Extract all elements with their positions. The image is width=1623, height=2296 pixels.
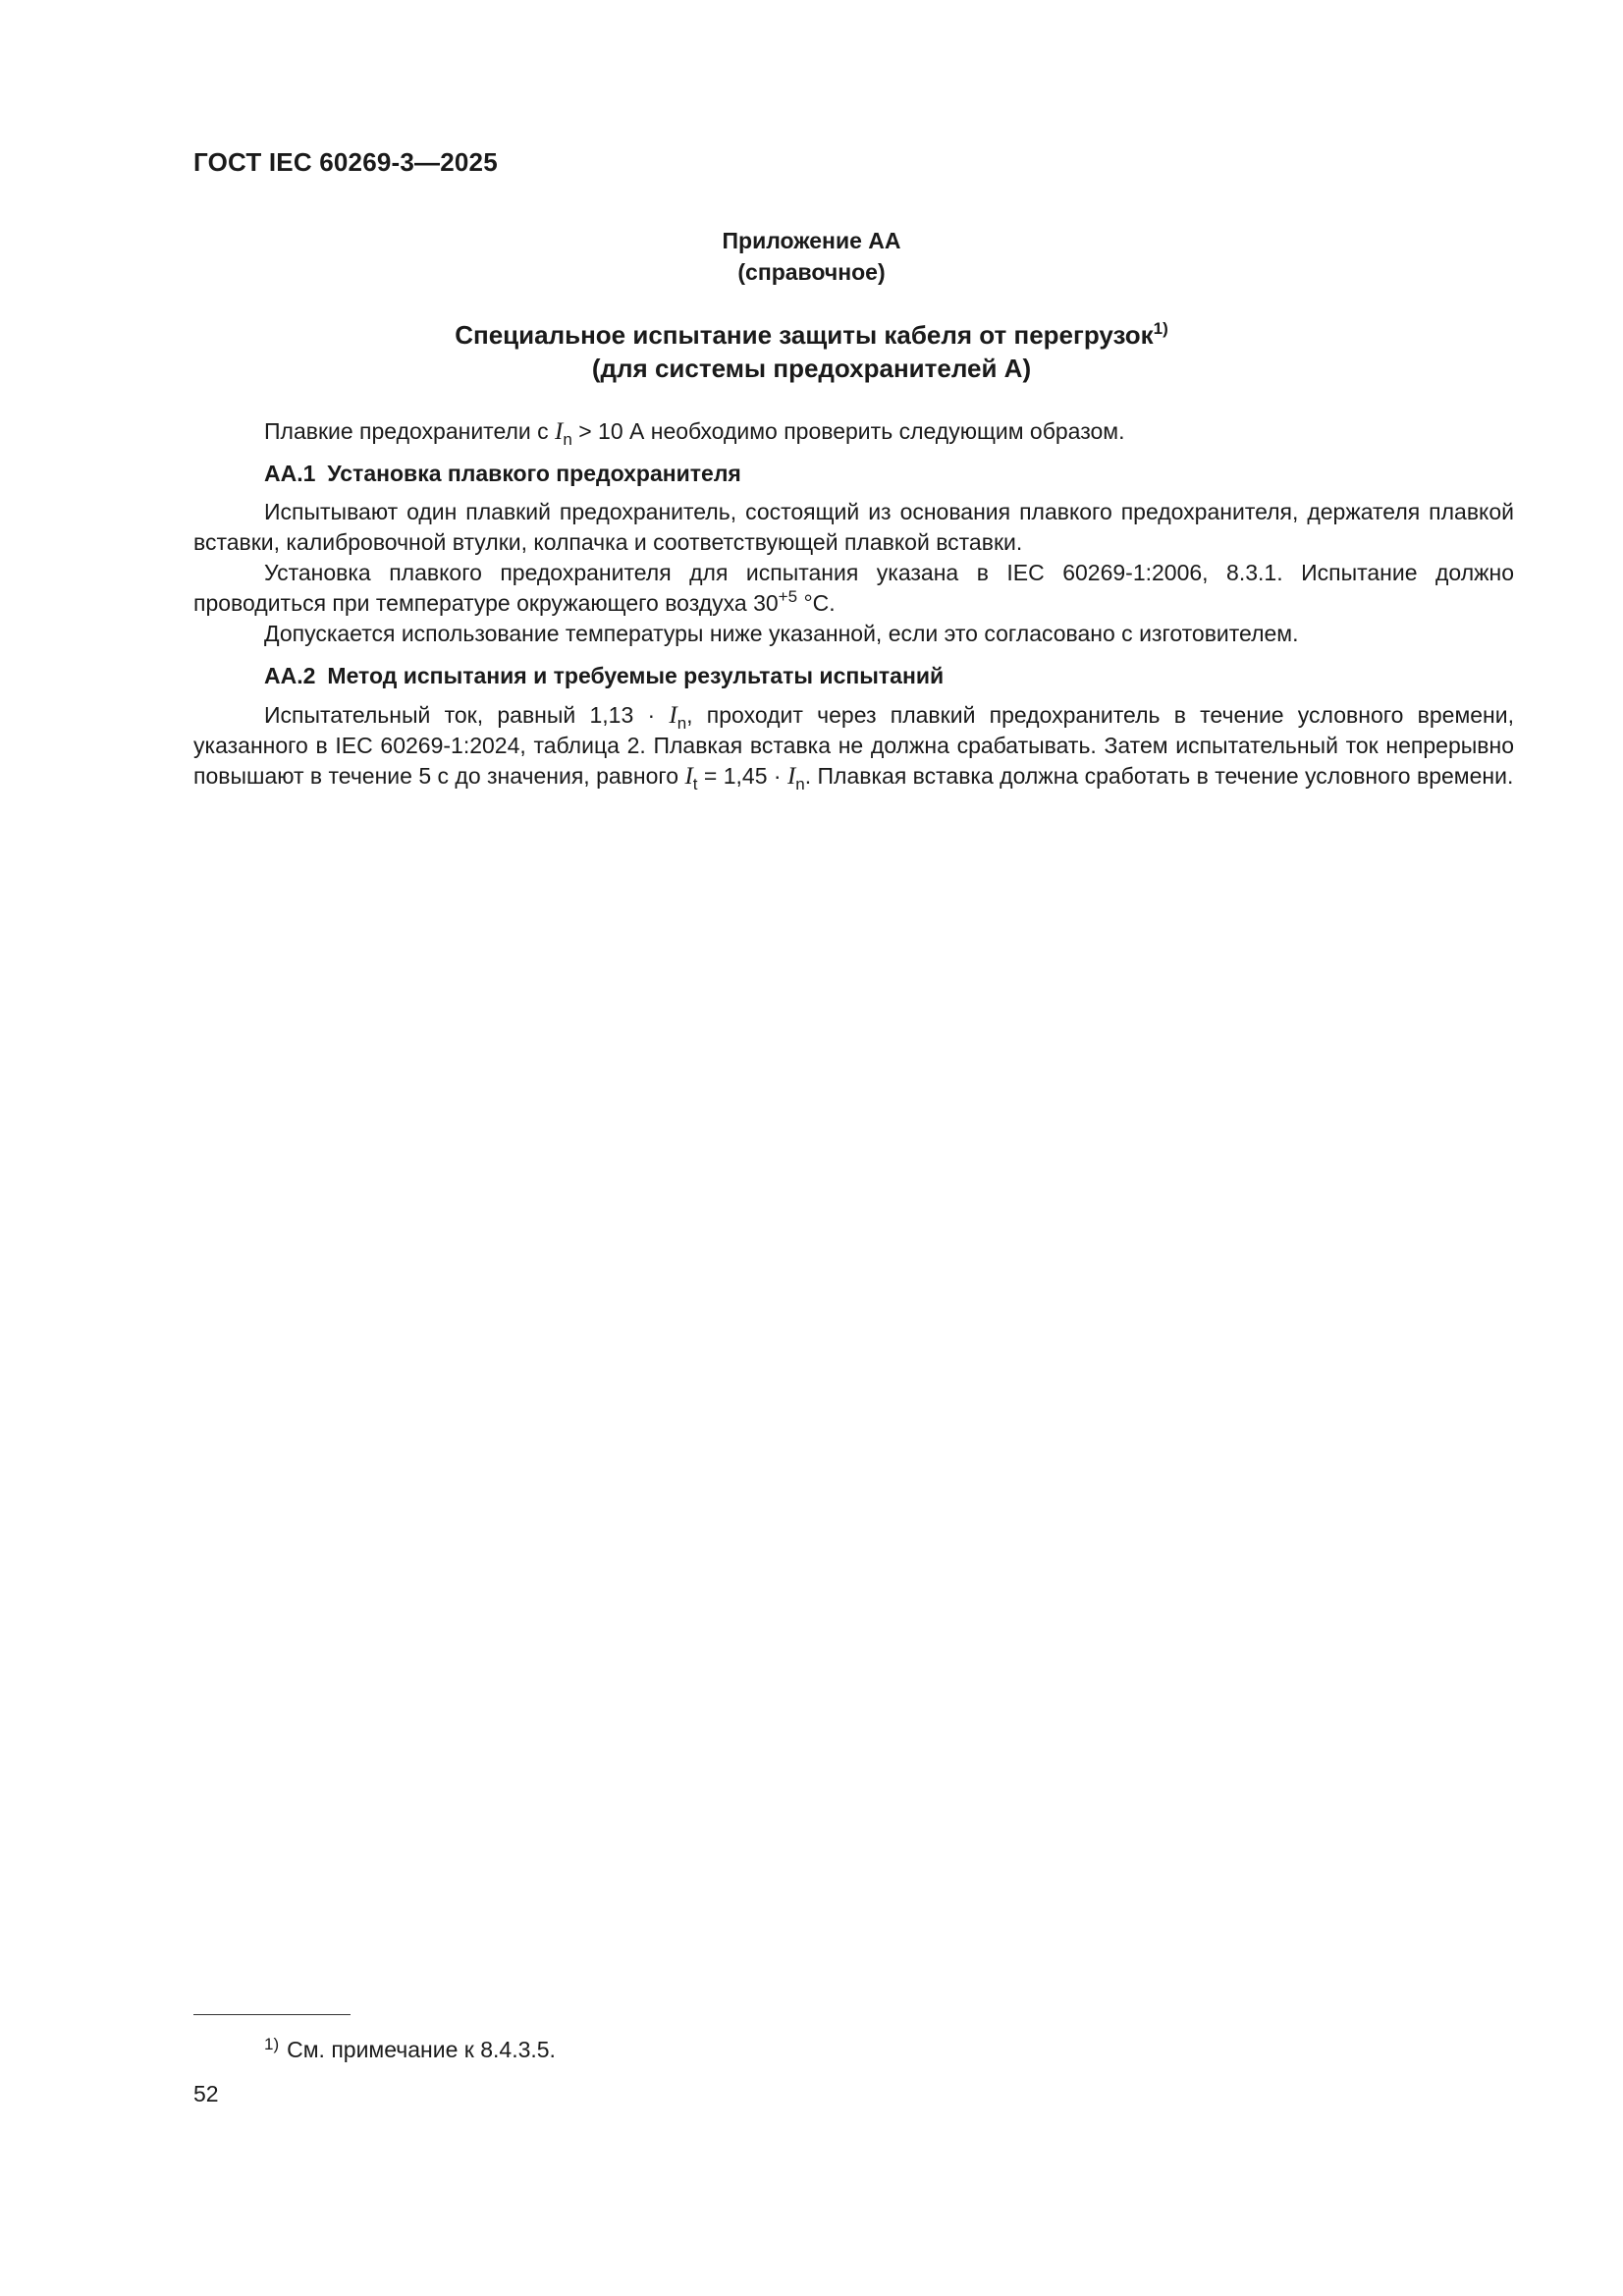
annex-status: (справочное) [737, 259, 886, 285]
symbol-I: I [555, 418, 564, 445]
footnote-divider [193, 2014, 351, 2015]
section-heading-aa1 [264, 461, 741, 487]
symbol-I: I [669, 702, 677, 729]
symbol-I: I [786, 763, 796, 790]
paragraph-aa2-1: Испытательный ток, равный $1,13 \cdot I_n$, проходит через плавкий предохранитель в течение условного времени, указанного в IEC 60269-1:2024, таблица 2. Плавкая вставка не должна срабатывать. Затем испытательный ток непрерывно повышают в течение 5 с до значения, равного $I_t = 1,45 \cdot I_n$. Плавкая вставка должна сработать в течение условного времени. [193, 702, 1514, 793]
annex-title-footnote-mark: 1) [1153, 319, 1168, 338]
paragraph-aa1-3: Допускается использование температуры ниже указанной, если это согласовано с изготовителем. [264, 621, 1299, 646]
symbol-I: I [684, 763, 693, 790]
intro-paragraph: Плавкие предохранители с $I_n > 10$ А необходимо проверить следующим образом. [264, 418, 1125, 449]
annex-title [0, 320, 1623, 351]
page-number: 52 [193, 2081, 219, 2106]
annex-subtitle: (для системы предохранителей А) [591, 354, 1032, 383]
section-heading-aa2 [264, 663, 944, 689]
section-number: АА.1 [264, 461, 316, 486]
tolerance-superscript: +5 [778, 587, 798, 606]
footnote [264, 2035, 556, 2063]
footnote-mark: 1) [264, 2035, 280, 2053]
section-title: Метод испытания и требуемые результаты испытаний [327, 663, 945, 688]
footnote-text: См. примечание к 8.4.3.5. [287, 2037, 556, 2062]
annex-title-line1: Специальное испытание защиты кабеля от перегрузок [455, 320, 1154, 350]
document-header: ГОСТ IEC 60269-3—2025 [193, 147, 498, 177]
annex-label: Приложение АА [722, 228, 901, 253]
paragraph-aa1-2: Установка плавкого предохранителя для испытания указана в IEC 60269-1:2006, 8.3.1. Испытание должно проводиться при температуре окружающего воздуха $30^{+5}$ °С. [193, 560, 1514, 616]
section-number: АА.2 [264, 663, 316, 688]
paragraph-aa1-1: Испытывают один плавкий предохранитель, состоящий из основания плавкого предохранителя, держателя плавкой вставки, калибровочной втулки, колпачка и соответствующей плавкой вставки. [193, 499, 1514, 555]
section-title: Установка плавкого предохранителя [327, 461, 741, 486]
